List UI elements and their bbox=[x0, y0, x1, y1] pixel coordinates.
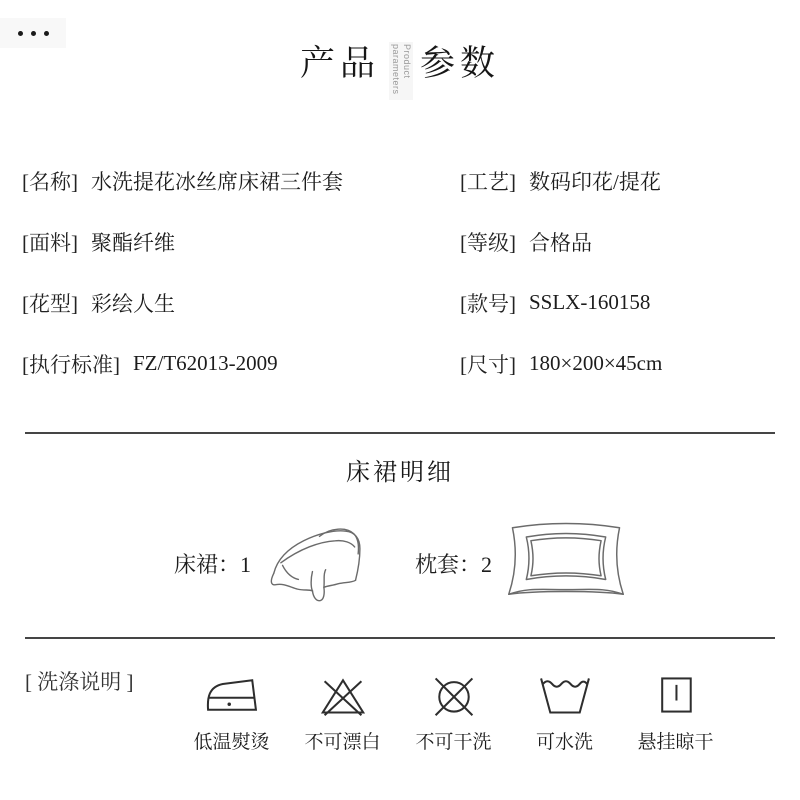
spec-value: 水洗提花冰丝席床裙三件套 bbox=[91, 169, 343, 194]
spec-value: FZ/T62013-2009 bbox=[133, 351, 278, 375]
page-title-subtext: Product parameters bbox=[389, 42, 413, 100]
wash-cell-iron bbox=[184, 672, 279, 754]
spec-row-pattern bbox=[22, 272, 452, 333]
pillowcase-count: 枕套：2 bbox=[415, 552, 493, 577]
wash-label: 不可漂白 bbox=[304, 732, 381, 753]
wash-label: 悬挂晾干 bbox=[637, 732, 714, 753]
pillowcase-item bbox=[415, 520, 626, 607]
spec-row-craft bbox=[460, 150, 790, 211]
spec-label: [工艺] bbox=[460, 169, 516, 194]
spec-label: [尺寸] bbox=[460, 352, 516, 377]
spec-row-fabric bbox=[22, 211, 452, 272]
page-title bbox=[0, 42, 800, 100]
section-divider bbox=[25, 637, 775, 639]
spec-value: 聚酯纤维 bbox=[91, 230, 175, 255]
section-divider bbox=[25, 432, 775, 434]
spec-value: SSLX-160158 bbox=[529, 290, 651, 314]
spec-row-size bbox=[460, 333, 790, 394]
spec-label: [款号] bbox=[460, 291, 516, 316]
no-bleach-icon bbox=[314, 672, 372, 718]
iron-low-temp-icon bbox=[203, 672, 261, 718]
wash-label: 不可干洗 bbox=[415, 732, 492, 753]
wash-cell-no-bleach bbox=[295, 672, 390, 754]
spec-label: [执行标准] bbox=[22, 352, 120, 377]
wash-cell-no-dry-clean bbox=[406, 672, 501, 754]
wash-cell-hang-dry bbox=[628, 672, 723, 754]
spec-value: 合格品 bbox=[529, 230, 592, 255]
hang-dry-icon bbox=[647, 672, 705, 718]
dot-icon bbox=[44, 31, 49, 36]
water-washable-icon bbox=[536, 672, 594, 718]
spec-row-name bbox=[22, 150, 452, 211]
bed-skirt-count: 床裙：1 bbox=[173, 552, 251, 577]
spec-row-standard bbox=[22, 333, 452, 394]
bed-skirt-item bbox=[174, 512, 381, 615]
wash-label: 可水洗 bbox=[535, 732, 593, 753]
spec-value: 180×200×45cm bbox=[529, 351, 663, 375]
spec-column-right bbox=[460, 150, 790, 394]
pillowcase-icon bbox=[506, 520, 626, 607]
bed-skirt-icon bbox=[265, 512, 381, 615]
page-title-right: 参数 bbox=[420, 42, 500, 86]
spec-label: [等级] bbox=[460, 230, 516, 255]
no-dry-clean-icon bbox=[425, 672, 483, 718]
wash-cell-washable bbox=[517, 672, 612, 754]
details-heading: 床裙明细 bbox=[346, 460, 454, 486]
details-items bbox=[0, 512, 800, 615]
spec-value: 彩绘人生 bbox=[91, 291, 175, 316]
wash-label: 低温熨烫 bbox=[193, 732, 270, 753]
washing-icons-row bbox=[184, 672, 723, 754]
spec-row-grade bbox=[460, 211, 790, 272]
spec-label: [花型] bbox=[22, 291, 78, 316]
spec-label: [名称] bbox=[22, 169, 78, 194]
spec-column-left bbox=[22, 150, 452, 394]
dot-icon bbox=[31, 31, 36, 36]
washing-instructions-title: [ 洗涤说明 ] bbox=[25, 670, 134, 694]
spec-value: 数码印花/提花 bbox=[529, 169, 661, 194]
dot-icon bbox=[18, 31, 23, 36]
page-title-left: 产品 bbox=[299, 44, 380, 83]
spec-row-style-no bbox=[460, 272, 790, 333]
spec-label: [面料] bbox=[22, 230, 78, 255]
